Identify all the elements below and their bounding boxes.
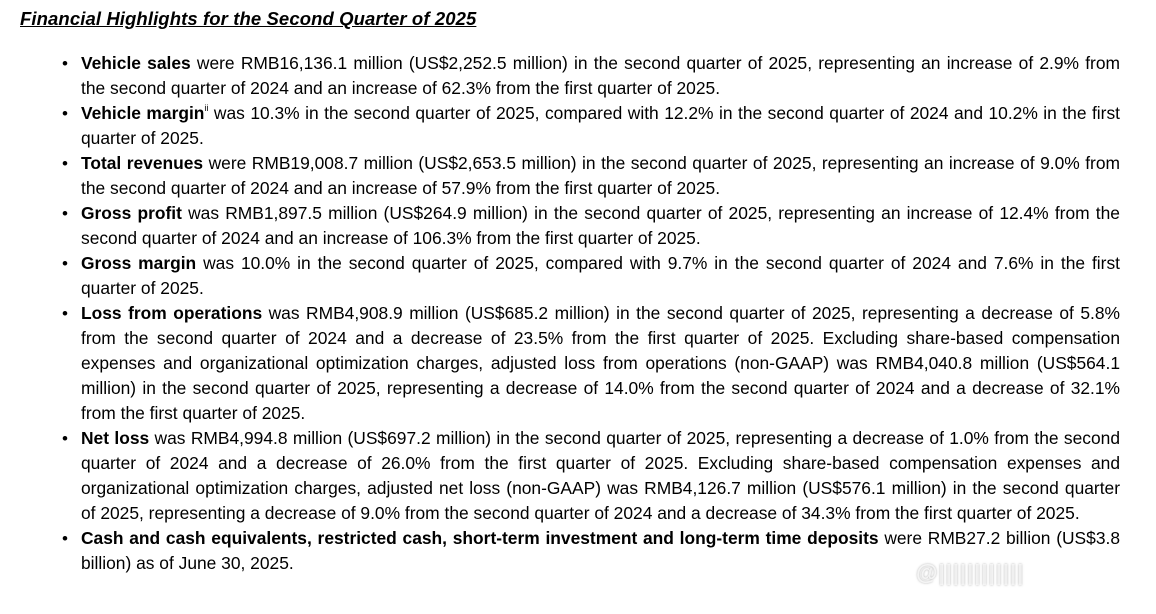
item-text: were RMB19,008.7 million (US$2,653.5 million) in the second quarter of 2025, representing an increase of 9.0% from the second quarter of 2024 and an increase of 57.9% from the first quarter of 2025.	[81, 153, 1120, 198]
list-item-vehicle-margin	[60, 101, 1120, 151]
watermark: @||||||||||||	[916, 560, 1025, 585]
item-text: were RMB27.2 billion (US$3.8 billion) as of June 30, 2025.	[81, 528, 1120, 573]
list-item-total-revenues	[60, 151, 1120, 201]
item-text: was RMB4,994.8 million (US$697.2 million) in the second quarter of 2025, representing a decrease of 1.0% from the second quarter of 2024 and a decrease of 26.0% from the first quarter of 2025. Excluding share-based compensation expenses and organizational optimization charges, adjusted net loss (non-GAAP) was RMB4,126.7 million (US$576.1 million) in the second quarter of 2025, representing a decrease of 9.0% from the second quarter of 2024 and a decrease of 34.3% from the first quarter of 2025.	[81, 428, 1120, 523]
item-term: Gross margin	[81, 253, 197, 273]
item-term: Loss from operations	[81, 303, 263, 323]
section-title: Financial Highlights for the Second Quarter of 2025	[20, 8, 477, 29]
item-term: Gross profit	[81, 203, 182, 223]
item-text: was RMB4,908.9 million (US$685.2 million) in the second quarter of 2025, representing a decrease of 5.8% from the second quarter of 2024 and a decrease of 23.5% from the first quarter of 2025. Excluding share-based compensation expenses and organizational optimization charges, adjusted loss from operations (non-GAAP) was RMB4,040.8 million (US$564.1 million) in the second quarter of 2025, representing a decrease of 14.0% from the second quarter of 2024 and a decrease of 32.1% from the first quarter of 2025.	[81, 303, 1120, 423]
item-text: was 10.3% in the second quarter of 2025, compared with 12.2% in the second quarter of 2024 and 10.2% in the first quarter of 2025.	[81, 103, 1120, 148]
highlights-list	[60, 51, 1120, 576]
item-term: Net loss	[81, 428, 150, 448]
item-term: Vehicle margin	[81, 103, 205, 123]
list-item-loss-from-operations	[60, 301, 1120, 426]
item-term: Total revenues	[81, 153, 204, 173]
item-term: Cash and cash equivalents, restricted cash, short-term investment and long-term time deposits	[81, 528, 879, 548]
list-item-gross-margin	[60, 251, 1120, 301]
list-item-net-loss	[60, 426, 1120, 526]
item-term: Vehicle sales	[81, 53, 191, 73]
item-text: was 10.0% in the second quarter of 2025, compared with 9.7% in the second quarter of 2024 and 7.6% in the first quarter of 2025.	[81, 253, 1120, 298]
list-item-gross-profit	[60, 201, 1120, 251]
item-footnote: ii	[204, 103, 209, 113]
item-text: was RMB1,897.5 million (US$264.9 million) in the second quarter of 2025, representing an increase of 12.4% from the second quarter of 2024 and an increase of 106.3% from the first quarter of 2025.	[81, 203, 1120, 248]
list-item-vehicle-sales	[60, 51, 1120, 101]
item-text: were RMB16,136.1 million (US$2,252.5 million) in the second quarter of 2025, representing an increase of 2.9% from the second quarter of 2024 and an increase of 62.3% from the first quarter of 2025.	[81, 53, 1121, 98]
